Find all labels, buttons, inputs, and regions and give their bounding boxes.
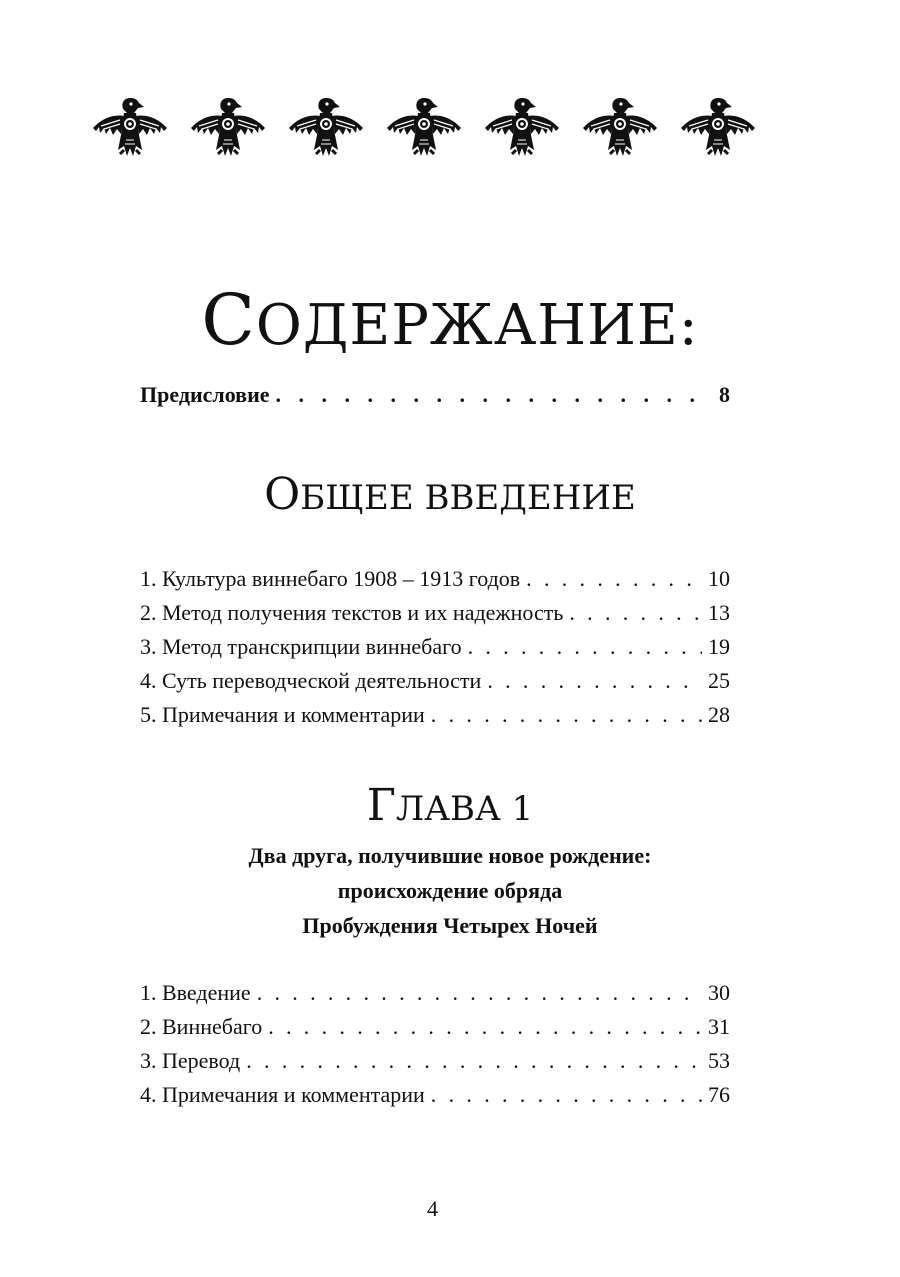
page-title-rest: ОДЕРЖАНИЕ: [255,292,699,358]
dot-leader [526,562,702,596]
toc-entry-page: 8 [719,382,730,407]
section-heading-initial: Г [366,780,396,831]
page-title-initial: С [201,278,256,361]
toc-entry-label: 3. Перевод [140,1048,241,1073]
toc-entry-page: 19 [708,634,730,659]
toc-entry[interactable] [140,976,730,1010]
toc-entry-label: 1. Введение [140,980,251,1005]
toc-entry[interactable] [140,596,730,630]
dot-leader [431,698,702,732]
toc-entry-page: 10 [708,566,730,591]
toc-entry-label: 5. Примечания и комментарии [140,702,425,727]
section-heading-chapter-1 [0,780,900,831]
toc-entry-label: 4. Примечания и комментарии [140,1082,425,1107]
dot-leader [431,1078,702,1112]
toc-intro-list [140,562,730,732]
page-title [0,278,900,361]
dot-leader [257,976,702,1010]
toc-entry-label: 2. Метод получения текстов и их надежность [140,600,564,625]
toc-entry-page: 28 [708,702,730,727]
dot-leader [468,630,702,664]
toc-entry-page: 76 [708,1082,730,1107]
chapter-subtitle [0,838,900,943]
toc-entry-page: 31 [708,1014,730,1039]
toc-entry[interactable] [140,630,730,664]
toc-preface [140,378,730,412]
dot-leader [569,596,702,630]
chapter-subtitle-line: Пробуждения Четырех Ночей [302,913,598,938]
section-heading-intro [0,469,900,520]
toc-entry[interactable] [140,1078,730,1112]
toc-entry-page: 30 [708,980,730,1005]
section-heading-initial: О [264,469,301,520]
thunderbird-ornament-border [90,88,780,178]
toc-entry-page: 53 [708,1048,730,1073]
toc-entry-page: 13 [708,600,730,625]
toc-entry[interactable] [140,698,730,732]
toc-entry-label: 1. Культура виннебаго 1908 – 1913 годов [140,566,521,591]
toc-entry-preface[interactable] [140,378,730,412]
toc-entry[interactable] [140,1010,730,1044]
toc-entry[interactable] [140,562,730,596]
toc-entry-page: 25 [708,668,730,693]
page-number: 4 [427,1196,438,1221]
toc-entry-label: 2. Виннебаго [140,1014,263,1039]
section-heading-rest: ЛАВА 1 [395,789,534,829]
toc-entry[interactable] [140,664,730,698]
toc-entry-label: 3. Метод транскрипции виннебаго [140,634,462,659]
toc-entry-label: Предисловие [140,382,270,407]
toc-chapter-1-list [140,976,730,1112]
dot-leader [276,378,713,412]
section-heading-rest: БЩЕЕ ВВЕДЕНИЕ [300,478,636,518]
chapter-subtitle-line: происхождение обряда [337,878,563,903]
dot-leader [246,1044,702,1078]
toc-entry-label: 4. Суть переводческой деятельности [140,668,482,693]
toc-entry[interactable] [140,1044,730,1078]
chapter-subtitle-line: Два друга, получившие новое рождение: [248,843,652,868]
dot-leader [268,1010,702,1044]
dot-leader [487,664,702,698]
